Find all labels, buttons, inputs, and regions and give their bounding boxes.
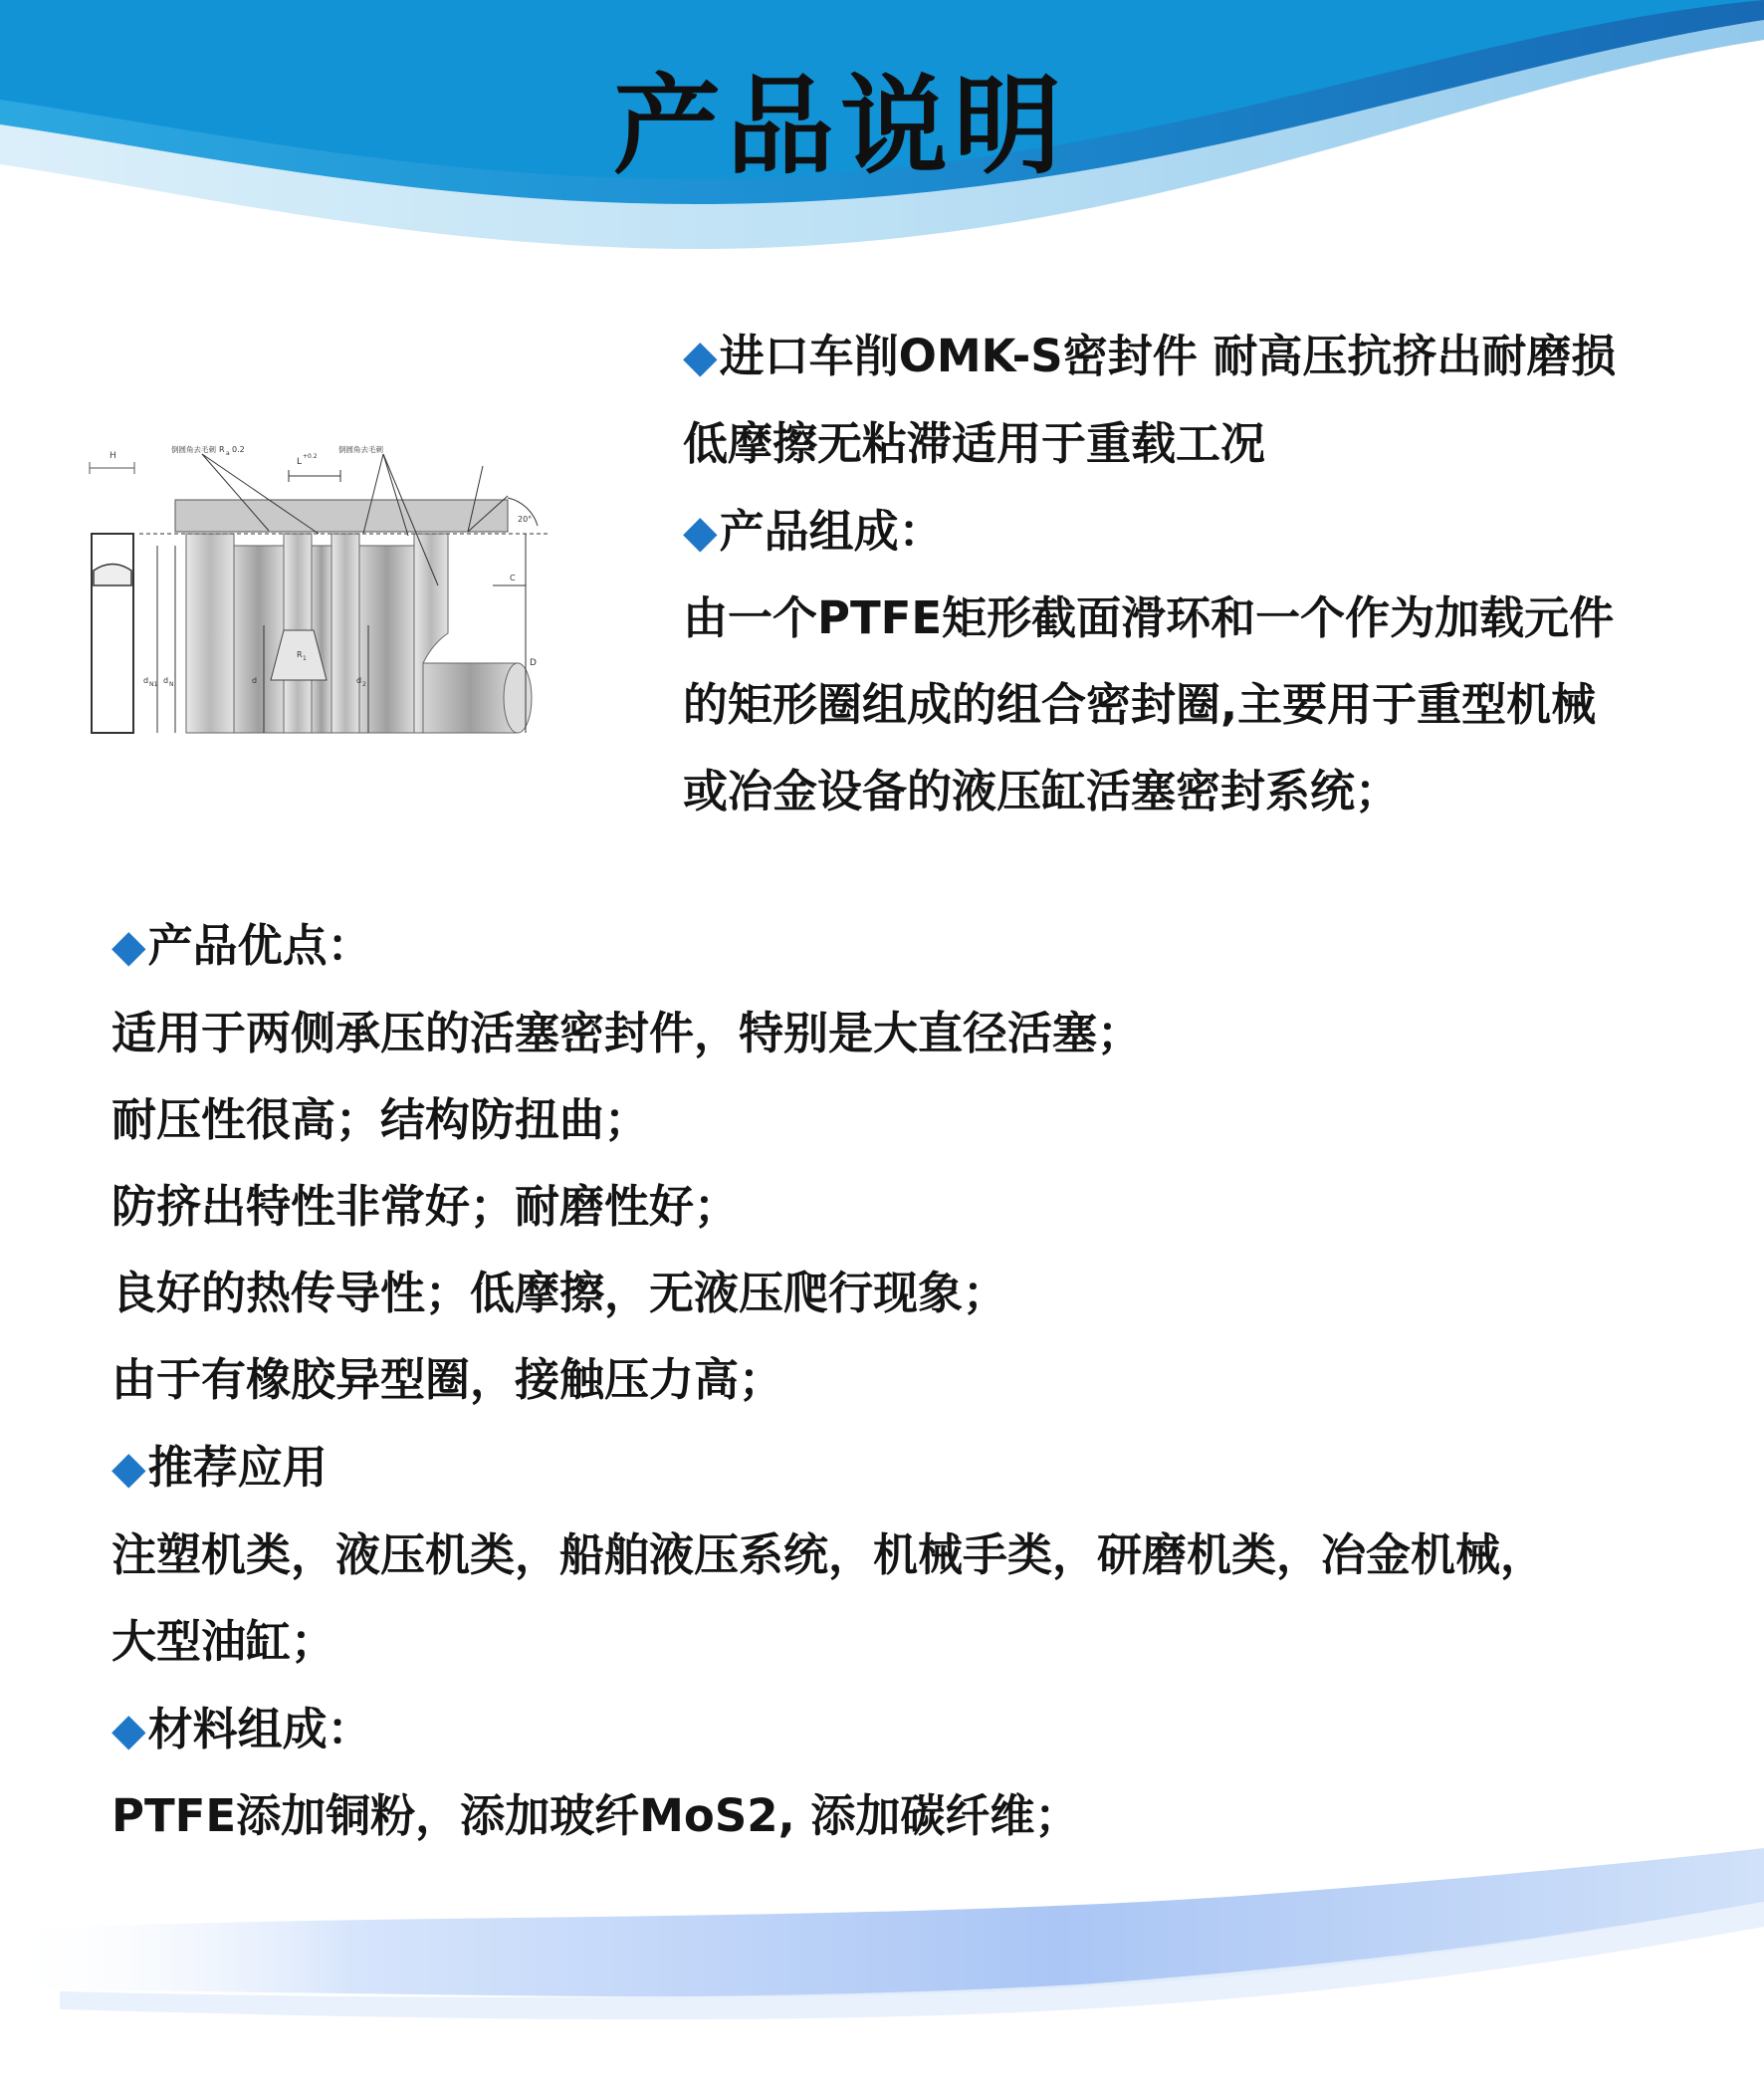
- label-ra-val: 0.2: [232, 445, 245, 454]
- label-h: H: [110, 451, 116, 461]
- label-dn: d: [163, 676, 169, 685]
- label-ra: R: [219, 445, 225, 454]
- label-ra-sub: a: [226, 450, 230, 457]
- application-item: 大型油缸；: [111, 1615, 336, 1668]
- diamond-bullet-icon: ◆: [683, 330, 718, 382]
- diamond-bullet-icon: ◆: [111, 1441, 146, 1494]
- application-item: 注塑机类，液压机类，船舶液压系统，机械手类，研磨机类，冶金机械，: [111, 1528, 1546, 1581]
- footer-wave: [0, 1842, 1764, 2094]
- label-dn1-sub: N1: [149, 681, 158, 688]
- advantage-item: 适用于两侧承压的活塞密封件，特别是大直径活塞；: [111, 1007, 1143, 1059]
- intro-heading-text: 进口车削OMK-S密封件 耐高压抗挤出耐磨损: [719, 330, 1617, 382]
- label-d2: d: [356, 676, 362, 685]
- composition-heading: [683, 488, 944, 576]
- advantage-item: 良好的热传导性；低摩擦，无液压爬行现象；: [111, 1267, 1008, 1319]
- composition-line: 由一个PTFE矩形截面滑环和一个作为加载元件: [683, 591, 1615, 644]
- advantage-item: 防挤出特性非常好；耐磨性好；: [111, 1180, 740, 1233]
- label-r1-sub: 1: [303, 655, 307, 662]
- label-deburr-right: 倒圆角去毛刺: [338, 445, 383, 454]
- diamond-bullet-icon: ◆: [111, 1703, 146, 1755]
- intro-heading-line1: [683, 313, 1616, 400]
- page-title: 产品说明: [612, 65, 1067, 189]
- advantages-heading-text: 产品优点：: [147, 919, 372, 972]
- advantage-item: 由于有橡胶异型圈，接触压力高；: [111, 1353, 784, 1406]
- composition-heading-text: 产品组成：: [719, 505, 944, 558]
- intro-heading-line2: 低摩擦无粘滞适用于重载工况: [683, 417, 1266, 470]
- label-c: C: [510, 574, 516, 582]
- composition-line: 或冶金设备的液压缸活塞密封系统；: [683, 765, 1401, 817]
- applications-heading: [111, 1424, 328, 1512]
- materials-heading: [111, 1686, 372, 1773]
- material-item: PTFE添加铜粉，添加玻纤MoS2, 添加碳纤维；: [111, 1789, 1080, 1842]
- applications-heading-text: 推荐应用: [147, 1441, 328, 1494]
- advantage-item: 耐压性很高；结构防扭曲；: [111, 1093, 650, 1146]
- label-deburr-left: 倒圆角去毛刺: [171, 445, 216, 454]
- label-dn1: d: [143, 676, 149, 685]
- label-d2-sub: 2: [362, 681, 366, 688]
- diamond-bullet-icon: ◆: [111, 919, 146, 972]
- label-big-d: D: [530, 658, 537, 668]
- groove-body: [175, 500, 532, 733]
- advantages-heading: [111, 902, 372, 990]
- label-l-tol: +0.2: [303, 453, 318, 460]
- diamond-bullet-icon: ◆: [683, 505, 718, 558]
- label-l: L: [297, 457, 303, 467]
- composition-line: 的矩形圈组成的组合密封圈,主要用于重型机械: [683, 678, 1597, 731]
- label-dn-sub: N: [169, 681, 174, 688]
- label-d: d: [252, 676, 258, 685]
- materials-heading-text: 材料组成：: [147, 1703, 372, 1755]
- label-r1: R: [297, 650, 303, 659]
- label-angle: 20°: [518, 515, 533, 524]
- seal-profile: [90, 462, 134, 733]
- seal-cross-section-diagram: [80, 426, 647, 755]
